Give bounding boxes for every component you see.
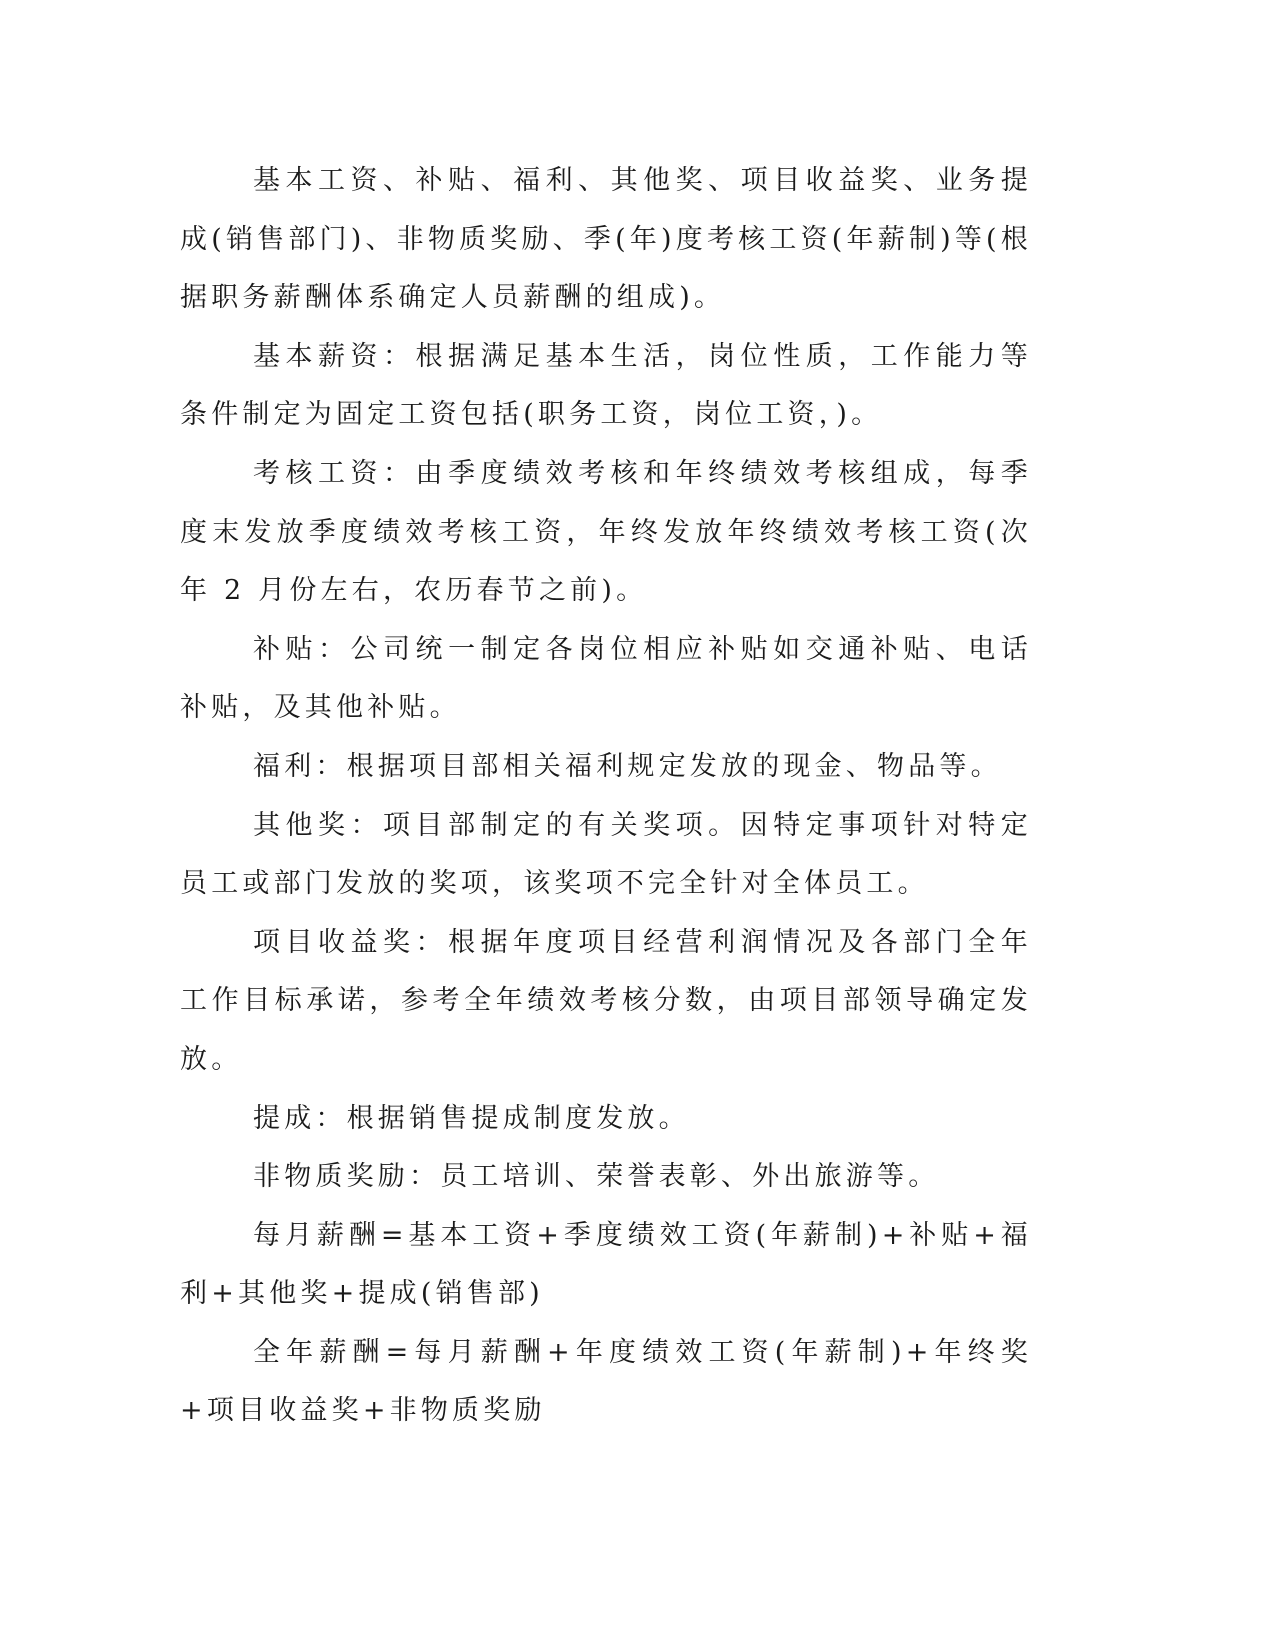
paragraph-monthly-pay-formula: 每月薪酬=基本工资+季度绩效工资(年薪制)+补贴+福利+其他奖+提成(销售部) xyxy=(180,1219,1032,1310)
paragraph-welfare: 福利：根据项目部相关福利规定发放的现金、物品等。 xyxy=(253,750,1002,782)
paragraph-basic-salary: 基本薪资：根据满足基本生活，岗位性质，工作能力等条件制定为固定工资包括(职务工资，岗位工资，)。 xyxy=(180,340,1032,431)
paragraph-salary-components: 基本工资、补贴、福利、其他奖、项目收益奖、业务提成(销售部门)、非物质奖励、季(年)度考核工资(年薪制)等(根据职务薪酬体系确定人员薪酬的组成)。 xyxy=(180,165,1032,314)
paragraph-project-profit-award: 项目收益奖：根据年度项目经营利润情况及各部门全年工作目标承诺，参考全年绩效考核分数，由项目部领导确定发放。 xyxy=(180,926,1032,1075)
paragraph-non-material-incentive: 非物质奖励：员工培训、荣誉表彰、外出旅游等。 xyxy=(253,1161,940,1193)
paragraph-assessment-wage: 考核工资：由季度绩效考核和年终绩效考核组成，每季度末发放季度绩效考核工资，年终发放年终绩效考核工资(次年 2 月份左右，农历春节之前)。 xyxy=(180,457,1032,607)
paragraph-annual-pay-formula: 全年薪酬=每月薪酬+年度绩效工资(年薪制)+年终奖+项目收益奖+非物质奖励 xyxy=(180,1336,1032,1427)
document-body xyxy=(180,152,1032,1441)
paragraph-subsidy: 补贴：公司统一制定各岗位相应补贴如交通补贴、电话补贴，及其他补贴。 xyxy=(180,633,1032,724)
paragraph-commission: 提成：根据销售提成制度发放。 xyxy=(253,1102,690,1134)
paragraph-other-awards: 其他奖：项目部制定的有关奖项。因特定事项针对特定员工或部门发放的奖项，该奖项不完全针对全体员工。 xyxy=(180,809,1032,900)
